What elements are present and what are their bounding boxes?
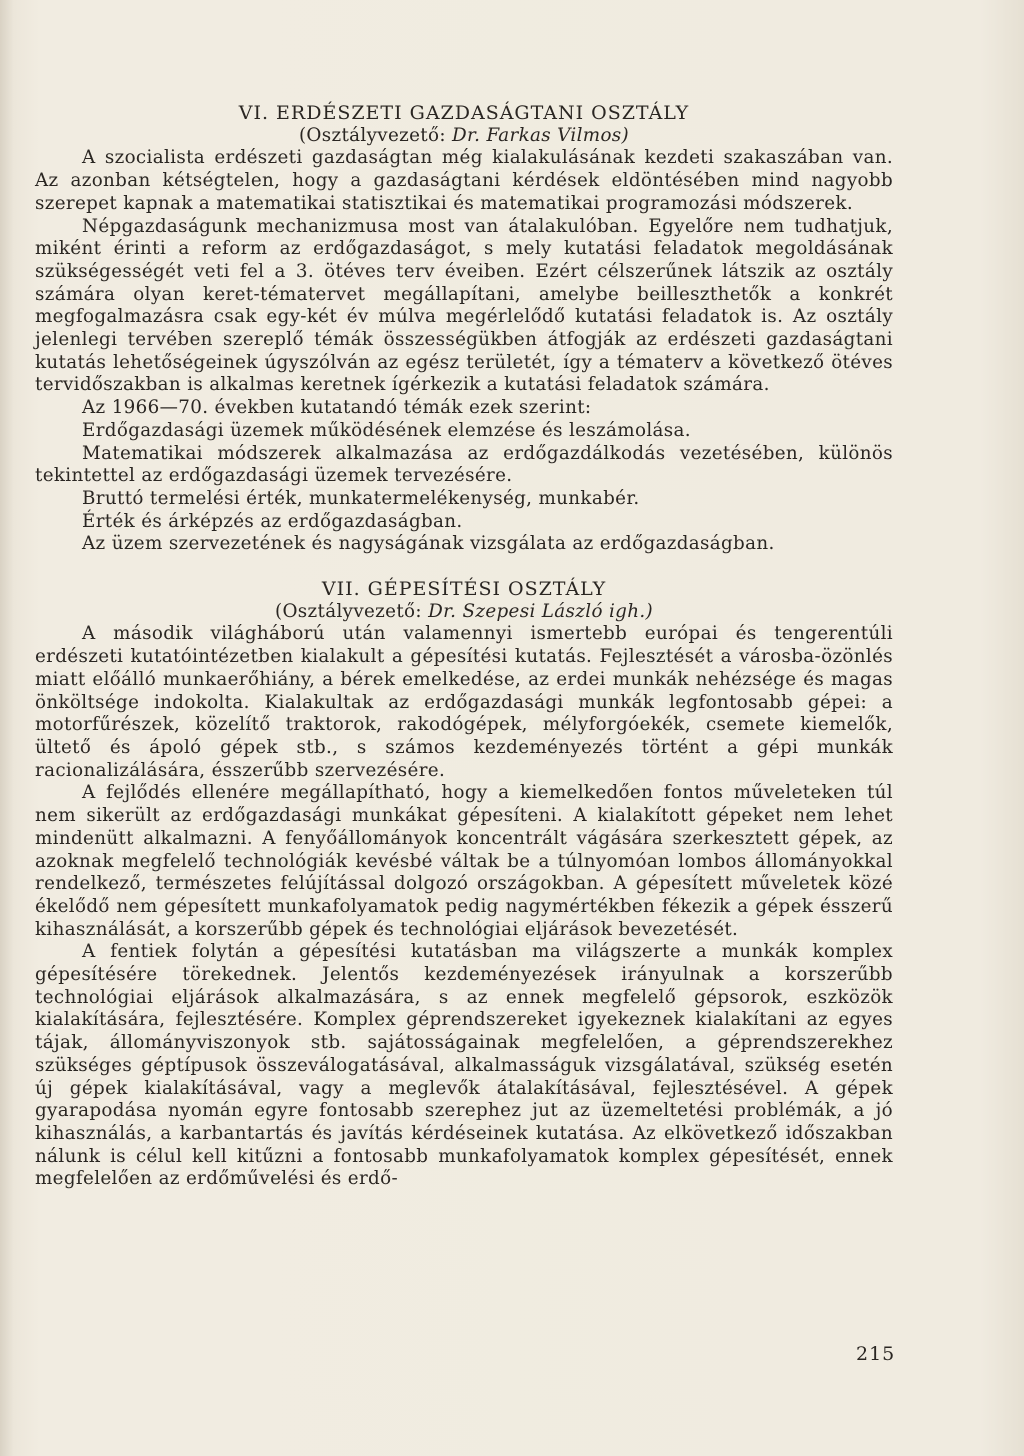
paragraph: A fejlődés ellenére megállapítható, hogy a kiemelkedően fontos műveleteken túl nem sikerült az erdőgazdasági munkákat gépesíteni. A kialakított gépeket nem lehet mindenütt alkalmazni. A fenyőállományok koncentrált vágására szerkesztett gépek, az azoknak megfelelő technológiák kevésbé váltak be a túlnyomóan lombos állományokkal rendelkező, természetes felújítással dolgozó országokban. A gépesített műveletek közé ékelődő nem gépesített munkafolyamatok pedig nagymértékben fékezik a gépek ésszerű kihasználását, a korszerűbb gépek és technológiai eljárások bevezetését. xyxy=(35,782,893,940)
section-spacer xyxy=(35,556,893,578)
topic-item: Bruttó termelési érték, munkatermelékenység, munkabér. xyxy=(82,487,640,509)
section-6-title: VI. ERDÉSZETI GAZDASÁGTANI OSZTÁLY xyxy=(238,102,690,124)
section-6-head-prefix: (Osztályvezető: xyxy=(298,124,453,146)
paragraph: Népgazdaságunk mechanizmusa most van átalakulóban. Egyelőre nem tudhatjuk, miként érinti a reform az erdőgazdaságot, s mely kutatási feladatok megoldásának szükségességét veti fel a 3. ötéves terv éveiben. Ezért célszerűnek látszik az osztály számára olyan keret-tématervet megállapítani, amelybe beilleszthetők a konkrét megfogalmazásra csak egy-két év múlva megérlelődő kutatási feladatok is. Az osztály jelenlegi tervében szereplő témák összességükben átfogják az erdészeti gazdaságtani kutatás lehetőségeinek úgyszólván az egész területét, így a tématerv a következő ötéves tervidőszakban is alkalmas keretnek ígérkezik a kutatási feladatok számára. xyxy=(35,215,893,396)
topic-item: Érték és árképzés az erdőgazdaságban. xyxy=(82,510,463,532)
topic-item: Matematikai módszerek alkalmazása az erdőgazdálkodás vezetésében, különös tekintettel az erdőgazdasági üzemek tervezésére. xyxy=(35,442,893,487)
paragraph: A szocialista erdészeti gazdaságtan még kialakulásának kezdeti szakaszában van. Az azonban kétségtelen, hogy a gazdaságtani kérdések eldöntésében mind nagyobb szerepet kapnak a matematikai statisztikai és matematikai programozási módszerek. xyxy=(35,147,893,214)
topic-item: Az üzem szervezetének és nagyságának vizsgálata az erdőgazdaságban. xyxy=(82,533,775,555)
paragraph: Az 1966—70. években kutatandó témák ezek szerint: xyxy=(82,397,592,419)
paragraph: A második világháború után valamennyi ismertebb európai és tengerentúli erdészeti kutatóintézetben kialakult a gépesítési kutatás. Fejlesztését a városba-özönlés miatt előálló munkaerőhiány, a bérek emelkedése, az erdei munkák nehézsége és magas önköltsége indokolta. Kialakultak az erdőgazdasági munkák legfontosabb gépei: a motorfűrészek, közelítő traktorok, rakodógépek, mélyforgóekék, csemete kiemelők, ültető és ápoló gépek stb., s számos kezdeményezés történt a gépi munkák racionalizálására, ésszerűbb szervezésére. xyxy=(35,623,893,781)
section-7-head-name: Dr. Szepesi László igh.) xyxy=(428,600,653,622)
section-7-title: VII. GÉPESÍTÉSI OSZTÁLY xyxy=(321,578,607,601)
page-number: 215 xyxy=(856,1343,896,1365)
topic-list xyxy=(35,420,893,556)
paragraph: A fentiek folytán a gépesítési kutatásban ma világszerte a munkák komplex gépesítésére törekednek. Jelentős kezdeményezések irányulnak a korszerűbb technológiai eljárások alkalmazására, s az ennek megfelelő gépsorok, eszközök kialakítására, fejlesztésére. Komplex géprendszereket igyekeznek kialakítani az egyes tájak, állományviszonyok stb. sajátosságainak megfelelően, a géprendszerekhez szükséges géptípusok összeválogatásával, alkalmasságuk vizsgálatával, szükség esetén új gépek kialakításával, vagy a meglevők átalakításával, fejlesztésével. A gépek gyarapodása nyomán egyre fontosabb szerephez jut az üzemeltetési problémák, a jó kihasználás, a karbantartás és javítás kérdéseinek kutatása. Az elkövetkező időszakban nálunk is célul kell kitűzni a fontosabb munkafolyamatok komplex gépesítését, ennek megfelelően az erdőművelési és erdő- xyxy=(35,941,893,1190)
section-6-head xyxy=(35,125,893,148)
topic-item: Erdőgazdasági üzemek működésének elemzése és leszámolása. xyxy=(82,419,691,441)
section-7-head xyxy=(35,601,893,624)
section-7-head-prefix: (Osztályvezető: xyxy=(274,600,429,622)
section-6-head-name: Dr. Farkas Vilmos) xyxy=(452,124,630,146)
page-text-column xyxy=(35,102,893,1191)
